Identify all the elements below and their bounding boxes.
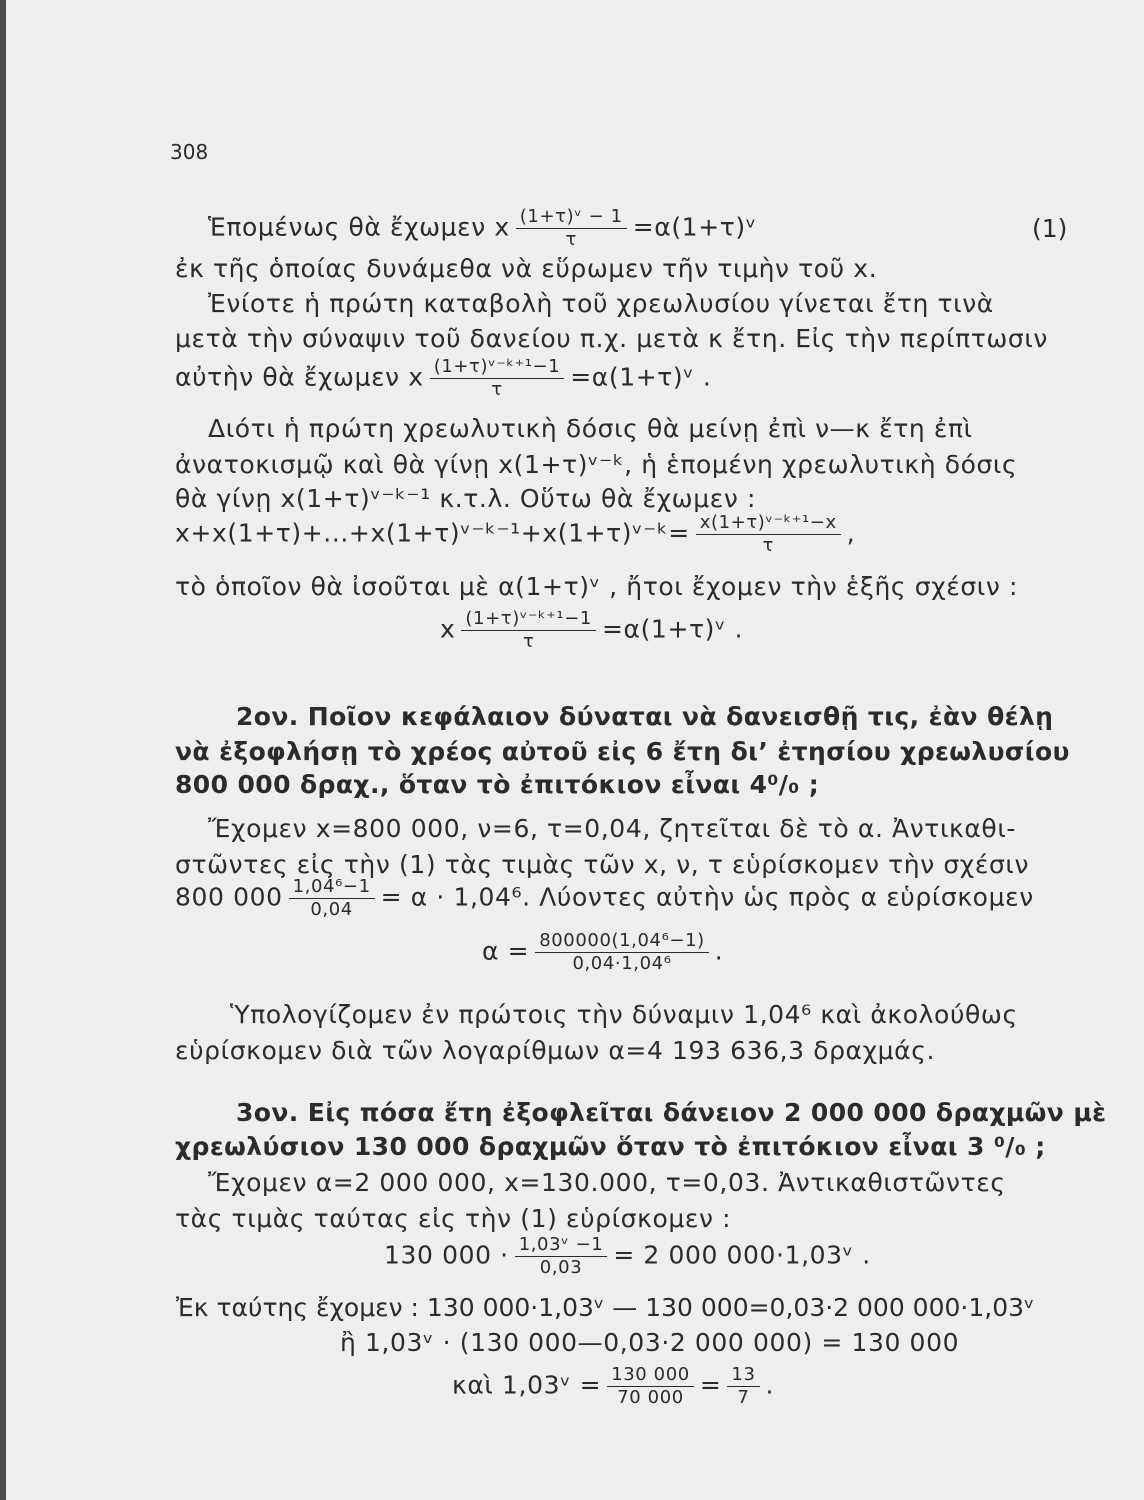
equation-mid: = — [699, 1370, 722, 1400]
numerator: (1+τ)ᵛ⁻ᵏ⁺¹−1 — [430, 356, 565, 379]
equation-lead: α = — [482, 936, 530, 966]
equation-tail: . — [714, 936, 724, 966]
equation-rhs: = 2 000 000·1,03ᵛ . — [613, 1240, 871, 1270]
denominator: 7 — [737, 1387, 750, 1408]
denominator: 0,04 — [310, 899, 353, 920]
equation-lead: x+x(1+τ)+...+x(1+τ)ᵛ⁻ᵏ⁻¹+x(1+τ)ᵛ⁻ᵏ= — [175, 518, 690, 548]
fraction — [430, 356, 565, 401]
numerator: (1+τ)ᵛ⁻ᵏ⁺¹−1 — [461, 608, 596, 631]
text-line: τὸ ὁποῖον θὰ ἰσοῦται μὲ α(1+τ)ᵛ , ἤτοι ἔχομεν τὴν ἑξῆς σχέσιν : — [175, 572, 1018, 601]
equation-line — [208, 206, 757, 251]
equation-line — [175, 876, 1034, 921]
denominator: 70 000 — [617, 1387, 684, 1408]
text-line: μετὰ τὴν σύναψιν τοῦ δανείου π.χ. μετὰ κ ἔτη. Εἰς τὴν περίπτωσιν — [175, 324, 1048, 353]
problem-heading: χρεωλύσιον 130 000 δραχμῶν ὅταν τὸ ἐπιτόκιον εἶναι 3 ⁰/₀ ; — [175, 1132, 1046, 1161]
text-line: ἐκ τῆς ὁποίας δυνάμεθα νὰ εὕρωμεν τῆν τιμὴν τοῦ x. — [175, 254, 878, 283]
numerator: x(1+τ)ᵛ⁻ᵏ⁺¹−x — [696, 512, 841, 535]
numerator: 130 000 — [607, 1364, 694, 1387]
equation-lead: x — [440, 614, 456, 644]
equation-line — [482, 930, 723, 975]
equation-lead: καὶ 1,03ᵛ = — [452, 1370, 602, 1400]
numerator: 1,04⁶−1 — [289, 876, 375, 899]
problem-heading: 800 000 δραχ., ὅταν τὸ ἐπιτόκιον εἶναι 4⁰/₀ ; — [175, 770, 820, 799]
text-line: Ἐνίοτε ἡ πρώτη καταβολὴ τοῦ χρεωλυσίου γίνεται ἔτη τινὰ — [208, 289, 994, 318]
equation-tail: , — [846, 518, 856, 548]
numerator: (1+τ)ᵛ − 1 — [516, 206, 627, 229]
text-line: εὑρίσκομεν διὰ τῶν λογαρίθμων α=4 193 636,3 δραχμάς. — [175, 1036, 936, 1065]
equation-lead: αὐτὴν θὰ ἔχωμεν x — [175, 362, 424, 392]
fraction — [289, 876, 375, 921]
text-line: τὰς τιμὰς ταύτας εἰς τὴν (1) εὑρίσκομεν : — [175, 1204, 732, 1233]
text-line: Ἔχομεν α=2 000 000, x=130.000, τ=0,03. Ἀντικαθιστῶντες — [208, 1168, 1006, 1197]
equation-lead: 800 000 — [175, 882, 283, 912]
text-line: ἀνατοκισμῷ καὶ θὰ γίνῃ x(1+τ)ᵛ⁻ᵏ, ἡ ἑπομένη χρεωλυτικὴ δόσις — [175, 450, 1018, 479]
text-line: στῶντες εἰς τὴν (1) τὰς τιμὰς τῶν x, ν, τ εὑρίσκομεν τὴν σχέσιν — [175, 850, 1030, 879]
equation-line — [384, 1234, 871, 1279]
fraction — [727, 1364, 759, 1409]
denominator: 0,03 — [539, 1257, 583, 1278]
numerator: 1,03ᵛ −1 — [515, 1234, 608, 1257]
fraction — [515, 1234, 608, 1279]
fraction — [516, 206, 627, 251]
equation-rhs: =α(1+τ)ᵛ — [632, 212, 757, 242]
equation-lead: 130 000 · — [384, 1240, 509, 1270]
equation-number: (1) — [1032, 214, 1068, 243]
denominator: 0,04·1,04⁶ — [572, 953, 672, 974]
numerator: 13 — [727, 1364, 759, 1387]
denominator: τ — [491, 379, 503, 400]
text-line: θὰ γίνῃ x(1+τ)ᵛ⁻ᵏ⁻¹ κ.τ.λ. Οὕτω θὰ ἔχωμεν : — [175, 484, 756, 513]
problem-heading: νὰ ἐξοφλήσῃ τὸ χρέος αὐτοῦ εἰς 6 ἔτη δι’ ἐτησίου χρεωλυσίου — [175, 737, 1070, 766]
page-edge — [0, 0, 6, 1500]
fraction — [696, 512, 841, 557]
problem-heading: 2ον. Ποῖον κεφάλαιον δύναται νὰ δανεισθῇ τις, ἐὰν θέλῃ — [236, 702, 1054, 731]
equation-rhs: = α · 1,04⁶. Λύοντες αὐτὴν ὡς πρὸς α εὑρίσκομεν — [380, 882, 1034, 912]
text-line: Ὑπολογίζομεν ἐν πρώτοις τὴν δύναμιν 1,04⁶ καὶ ἀκολούθως — [230, 1000, 1018, 1029]
problem-heading: 3ον. Εἰς πόσα ἔτη ἐξοφλεῖται δάνειον 2 000 000 δραχμῶν μὲ — [236, 1098, 1107, 1127]
equation-line — [175, 356, 711, 401]
page-number: 308 — [170, 140, 209, 164]
equation-rhs: =α(1+τ)ᵛ . — [601, 614, 744, 644]
text-line: Ἔχομεν x=800 000, ν=6, τ=0,04, ζητεῖται δὲ τὸ α. Ἀντικαθι- — [208, 814, 1017, 843]
numerator: 800000(1,04⁶−1) — [535, 930, 709, 953]
fraction — [461, 608, 596, 653]
fraction — [535, 930, 709, 975]
denominator: τ — [762, 535, 774, 556]
denominator: τ — [565, 229, 577, 250]
equation-line — [440, 608, 743, 653]
equation-line — [175, 512, 855, 557]
text-line: Διότι ἡ πρώτη χρεωλυτικὴ δόσις θὰ μείνῃ ἐπὶ ν—κ ἔτη ἐπὶ — [208, 414, 973, 443]
equation-lead: Ἑπομένως θὰ ἔχωμεν x — [208, 212, 510, 242]
equation-tail: . — [765, 1370, 775, 1400]
text-line: Ἐκ ταύτης ἔχομεν : 130 000·1,03ᵛ — 130 000=0,03·2 000 000·1,03ᵛ — [176, 1293, 1035, 1322]
fraction — [607, 1364, 694, 1409]
denominator: τ — [522, 631, 535, 652]
equation-line — [452, 1364, 774, 1409]
equation-rhs: =α(1+τ)ᵛ . — [570, 362, 712, 392]
text-line: ἢ 1,03ᵛ · (130 000—0,03·2 000 000) = 130 000 — [340, 1328, 960, 1357]
